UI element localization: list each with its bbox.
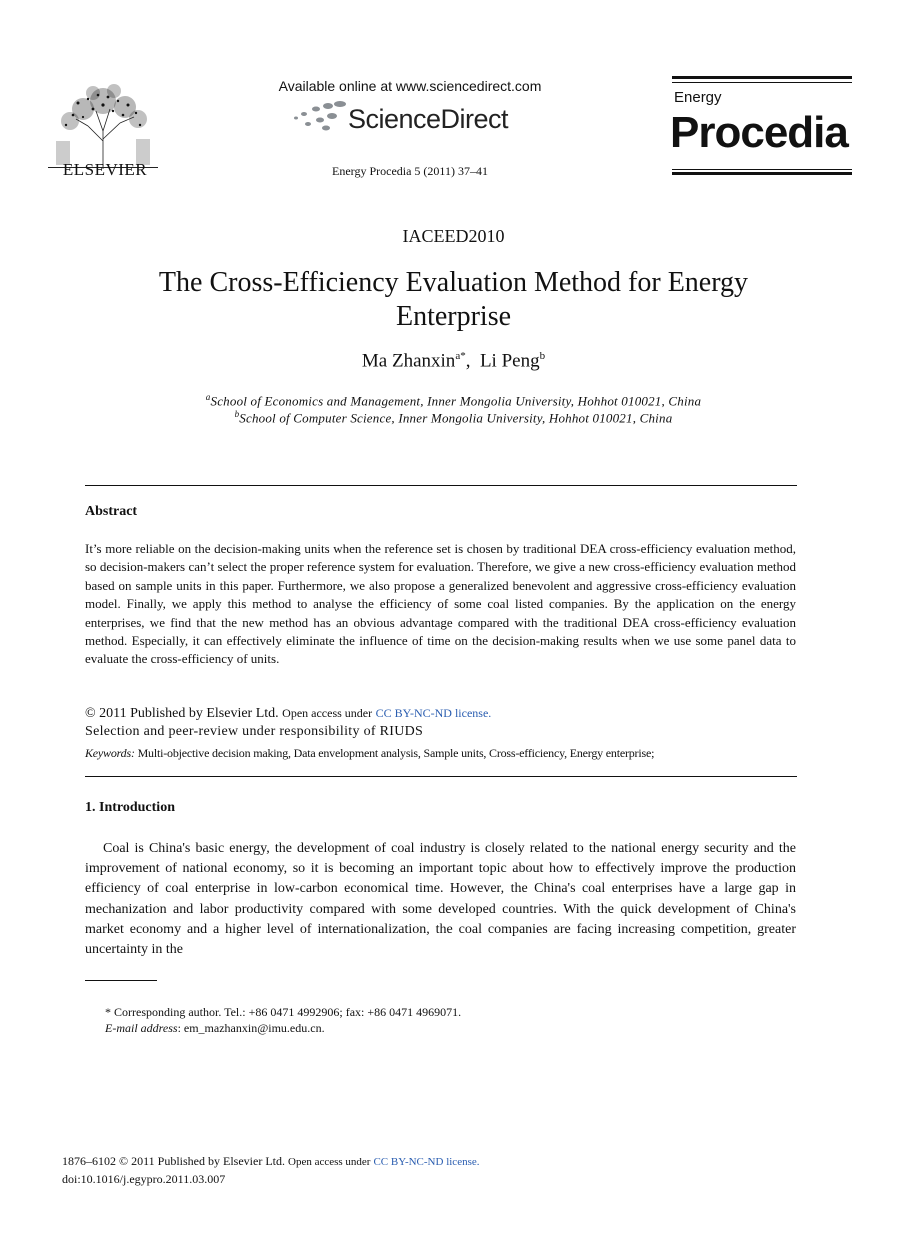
author-list: Ma Zhanxin$^{a*}$, Li Peng$^b$ bbox=[361, 350, 546, 372]
elsevier-wordmark: ELSEVIER bbox=[62, 160, 148, 179]
footer-license-link[interactable]: CC BY-NC-ND license. bbox=[373, 1156, 480, 1168]
introduction-body: Coal is China's basic energy, the development of coal industry is closely related to the national energy security and the improvement of national economy, so it is becoming an important topic about how to effectively improve the production efficiency of coal enterprise in low-carbon economical time. However, the China's coal enterprises have a large gap in mechanization and labor productivity compared with some developed countries. With the quick development of China's market economy and a higher level of internationalization, the coal companies are facing increasing competition, greater uncertainty in the bbox=[85, 841, 796, 958]
abstract-bottom-rule bbox=[85, 776, 797, 777]
email-footnote bbox=[105, 1021, 325, 1036]
footer-issn-text: 1876–6102 © 2011 Published by Elsevier Ltd. bbox=[62, 1154, 285, 1168]
available-online-text: Available online at www.sciencedirect.com bbox=[278, 78, 542, 94]
open-access-text: Open access under bbox=[282, 706, 373, 720]
abstract-heading: Abstract bbox=[85, 504, 138, 519]
keywords bbox=[85, 746, 654, 761]
abstract-body: It’s more reliable on the decision-making units when the reference set is chosen by traditional DEA cross-efficiency evaluation method, so decision-makers can’t select the proper reference system for evaluation. Therefore, we give a new cross-efficiency evaluation method based on sample units in this paper. Furthermore, we also propose a generalized benevolent and aggressive cross-efficiency evaluation model. Finally, we apply this method to analyse the efficiency of some coal listed companies. By the application on the energy enterprises, we find that the new method has an obvious advantage compared with the traditional DEA cross-efficiency evaluation method. Especially, it can effectively eliminate the influence of time on the decision-making results when we use some panel data to evaluate the cross-efficiency of units. bbox=[85, 541, 796, 667]
keywords-label: Keywords: bbox=[85, 746, 135, 760]
peer-review-statement: Selection and peer-review under responsibility of RIUDS bbox=[85, 724, 424, 739]
affiliation-b bbox=[0, 409, 907, 426]
license-link[interactable]: CC BY-NC-ND license. bbox=[375, 706, 492, 720]
conference-name: IACEED2010 bbox=[402, 226, 505, 246]
affiliation-superscript: b bbox=[234, 409, 240, 419]
journal-logo-procedia: Procedia bbox=[670, 108, 848, 157]
email-value: : em_mazhanxin@imu.edu.cn. bbox=[177, 1021, 325, 1035]
footer-open-access: Open access under bbox=[288, 1156, 371, 1168]
author-name: Ma Zhanxin bbox=[361, 350, 456, 372]
footer-doi: doi:10.1016/j.egypro.2011.03.007 bbox=[62, 1172, 226, 1186]
abstract-top-rule bbox=[85, 485, 797, 486]
sciencedirect-logo: ScienceDirect bbox=[348, 104, 509, 134]
journal-reference: Energy Procedia 5 (2011) 37–41 bbox=[332, 164, 488, 178]
introduction-heading: 1. Introduction bbox=[85, 800, 175, 815]
footer-issn-line bbox=[62, 1154, 480, 1169]
keywords-text: Multi-objective decision making, Data envelopment analysis, Sample units, Cross-efficiency, Energy enterprise; bbox=[134, 746, 655, 760]
copyright-text: © 2011 Published by Elsevier Ltd. bbox=[85, 706, 279, 721]
journal-logo-energy: Energy bbox=[674, 89, 722, 106]
author-superscript: b bbox=[539, 350, 546, 362]
affiliation-a bbox=[0, 392, 907, 409]
footnote-rule bbox=[85, 980, 157, 981]
corresponding-author-footnote: * Corresponding author. Tel.: +86 0471 4992906; fax: +86 0471 4969071. bbox=[105, 1005, 462, 1019]
copyright-line bbox=[85, 706, 491, 722]
author-superscript: a* bbox=[455, 350, 466, 362]
affiliation-text: School of Computer Science, Inner Mongolia University, Hohhot 010021, China bbox=[239, 410, 673, 426]
sciencedirect-dots-icon bbox=[292, 98, 352, 138]
affiliation-text: School of Economics and Management, Inner Mongolia University, Hohhot 010021, China bbox=[210, 393, 702, 409]
affiliation-superscript: a bbox=[205, 392, 211, 402]
paper-title: The Cross-Efficiency Evaluation Method for Energy Enterprise bbox=[158, 267, 749, 332]
email-label: E-mail address bbox=[105, 1021, 178, 1035]
author-name: Li Peng bbox=[479, 350, 540, 372]
